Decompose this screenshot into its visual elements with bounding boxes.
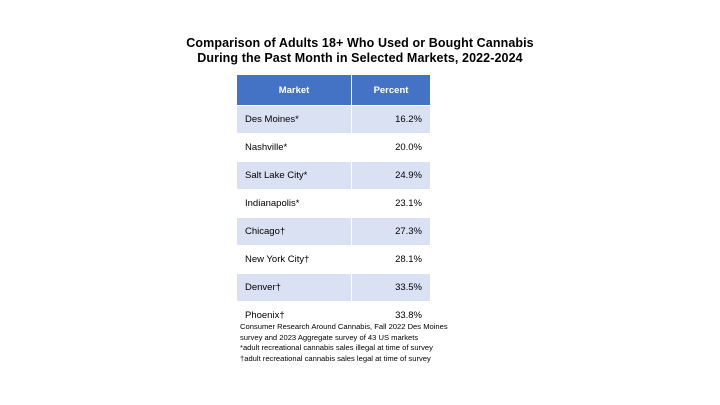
cell-market: Denver† [237,274,352,302]
data-table [236,74,431,330]
table-row [237,134,431,162]
footnote-line: †adult recreational cannabis sales legal at time of survey [240,353,431,363]
cell-percent: 23.1% [352,190,431,218]
footnotes-block [240,322,500,364]
cell-percent: 27.3% [352,218,431,246]
table-header [237,75,431,106]
table-row [237,190,431,218]
cell-percent: 33.5% [352,274,431,302]
data-table-container [236,74,428,330]
cell-market: Salt Lake City* [237,162,352,190]
title-line-2: During the Past Month in Selected Markets, 2022-2024 [197,51,523,65]
cell-market: Nashville* [237,134,352,162]
footnote-line: survey and 2023 Aggregate survey of 43 US markets [240,332,419,342]
table-row [237,106,431,134]
cell-percent: 33.8% [352,302,431,330]
column-header-market: Market [237,75,352,106]
table-header-row [237,75,431,106]
cell-market: Chicago† [237,218,352,246]
footnote-line: Consumer Research Around Cannabis, Fall 2022 Des Moines [240,322,448,331]
chart-title [120,36,600,66]
cell-market: Phoenix† [237,302,352,330]
table-body [237,106,431,330]
table-row [237,218,431,246]
cell-market: Des Moines* [237,106,352,134]
title-line-1: Comparison of Adults 18+ Who Used or Bought Cannabis [186,36,534,50]
table-row [237,162,431,190]
cell-market: Indianapolis* [237,190,352,218]
cell-market: New York City† [237,246,352,274]
cell-percent: 24.9% [352,162,431,190]
table-row [237,274,431,302]
cell-percent: 28.1% [352,246,431,274]
cell-percent: 16.2% [352,106,431,134]
footnote-line: *adult recreational cannabis sales illegal at time of survey [240,343,433,352]
cell-percent: 20.0% [352,134,431,162]
table-row [237,246,431,274]
column-header-percent: Percent [352,75,431,106]
